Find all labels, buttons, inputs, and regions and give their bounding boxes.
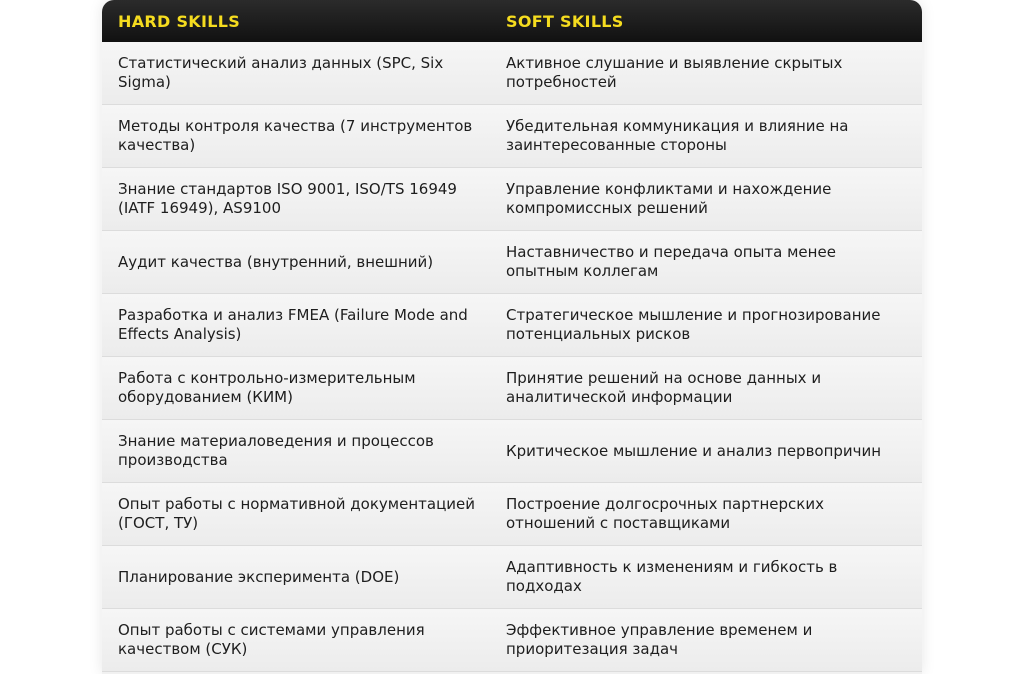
- table-row: [102, 42, 922, 105]
- table-row: [102, 231, 922, 294]
- soft-skill-cell: Убедительная коммуникация и влияние на заинтересованные стороны: [506, 117, 849, 154]
- hard-skill-cell: Статистический анализ данных (SPC, Six Sigma): [118, 54, 444, 91]
- soft-skill-cell: Эффективное управление временем и приоритезация задач: [506, 621, 813, 658]
- hard-skill-cell: Методы контроля качества (7 инструментов качества): [118, 117, 473, 154]
- soft-skill-cell: Активное слушание и выявление скрытых потребностей: [506, 54, 843, 91]
- header-soft-skills: SOFT SKILLS: [506, 11, 624, 31]
- soft-skill-cell: Адаптивность к изменениям и гибкость в подходах: [506, 558, 838, 595]
- soft-skill-cell: Критическое мышление и анализ первопричин: [506, 441, 882, 460]
- hard-skill-cell: Планирование эксперимента (DOE): [118, 567, 400, 586]
- hard-skill-cell: Разработка и анализ FMEA (Failure Mode and Effects Analysis): [118, 306, 468, 343]
- hard-skill-cell: Знание материаловедения и процессов производства: [118, 432, 434, 469]
- soft-skill-cell: Построение долгосрочных партнерских отношений с поставщиками: [506, 495, 824, 532]
- hard-skill-cell: Опыт работы с нормативной документацией (ГОСТ, ТУ): [118, 495, 476, 532]
- table-row: [102, 609, 922, 672]
- table-row: [102, 546, 922, 609]
- table-body: [102, 42, 922, 672]
- skills-table: [102, 0, 922, 674]
- table-row: [102, 294, 922, 357]
- hard-skill-cell: Работа с контрольно-измерительным оборудованием (КИМ): [118, 369, 416, 406]
- soft-skill-cell: Управление конфликтами и нахождение компромиссных решений: [506, 180, 832, 217]
- hard-skill-cell: Опыт работы с системами управления качеством (СУК): [118, 621, 425, 658]
- table-row: [102, 483, 922, 546]
- hard-skill-cell: Знание стандартов ISO 9001, ISO/TS 16949 (IATF 16949), AS9100: [118, 180, 457, 217]
- hard-skill-cell: Аудит качества (внутренний, внешний): [118, 252, 434, 271]
- soft-skill-cell: Стратегическое мышление и прогнозирование потенциальных рисков: [506, 306, 881, 343]
- table-row: [102, 168, 922, 231]
- table-row: [102, 420, 922, 483]
- table-header: [102, 0, 922, 42]
- table-row: [102, 105, 922, 168]
- table-row: [102, 357, 922, 420]
- soft-skill-cell: Наставничество и передача опыта менее опытным коллегам: [506, 243, 836, 280]
- soft-skill-cell: Принятие решений на основе данных и аналитической информации: [506, 369, 822, 406]
- header-hard-skills: HARD SKILLS: [118, 11, 241, 31]
